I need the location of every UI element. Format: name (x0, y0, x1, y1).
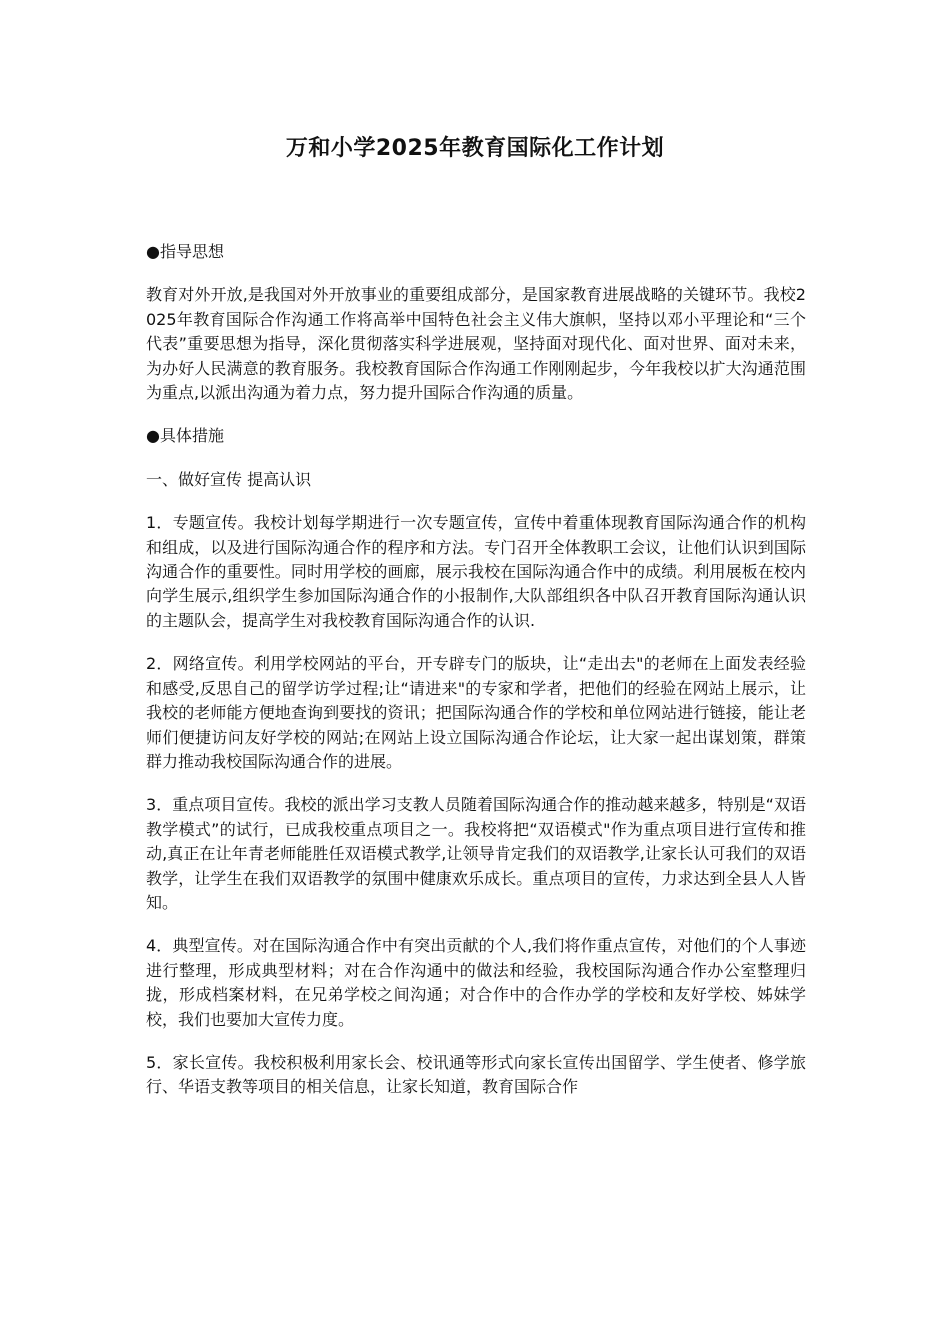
paragraph-item-3: 3．重点项目宣传。我校的派出学习支教人员随着国际沟通合作的推动越来越多，特别是“双语教学模式”的试行，已成我校重点项目之一。我校将把“双语模式"作为重点项目进行宣传和推动,真正在让年青老师能胜任双语模式教学,让领导肯定我们的双语教学,让家长认可我们的双语教学，让学生在我们双语教学的氛围中健康欢乐成长。重点项目的宣传，力求达到全县人人皆知。 (146, 795, 806, 912)
paragraph-item-1: 1．专题宣传。我校计划每学期进行一次专题宣传，宣传中着重体现教育国际沟通合作的机构和组成，以及进行国际沟通合作的程序和方法。专门召开全体教职工会议，让他们认识到国际沟通合作的重要性。同时用学校的画廊，展示我校在国际沟通合作中的成绩。利用展板在校内向学生展示,组织学生参加国际沟通合作的小报制作,大队部组织各中队召开教育国际沟通认识的主题队会，提高学生对我校教育国际沟通合作的认识. (146, 513, 806, 630)
section-heading-guiding-ideology: ●指导思想 (146, 242, 224, 261)
subsection-heading-publicity: 一、做好宣传 提高认识 (146, 469, 312, 489)
paragraph-guiding-ideology: 教育对外开放,是我国对外开放事业的重要组成部分，是国家教育进展战略的关键环节。我校2025年教育国际合作沟通工作将高举中国特色社会主义伟大旗帜，坚持以邓小平理论和“三个代表”重要思想为指导，深化贯彻落实科学进展观，坚持面对现代化、面对世界、面对未来，为办好人民满意的教育服务。我校教育国际合作沟通工作刚刚起步，今年我校以扩大沟通范围为重点,以派出沟通为着力点，努力提升国际合作沟通的质量。 (146, 285, 806, 403)
document-body (146, 240, 806, 1119)
paragraph-item-4: 4．典型宣传。对在国际沟通合作中有突出贡献的个人,我们将作重点宣传，对他们的个人事迹进行整理，形成典型材料；对在合作沟通中的做法和经验，我校国际沟通合作办公室整理归拢，形成档案材料，在兄弟学校之间沟通；对合作中的合作办学的学校和友好学校、姊妹学校，我们也要加大宣传力度。 (146, 936, 806, 1029)
paragraph-item-5: 5．家长宣传。我校积极利用家长会、校讯通等形式向家长宣传出国留学、学生使者、修学旅行、华语支教等项目的相关信息，让家长知道，教育国际合作 (146, 1052, 806, 1097)
document-title: 万和小学2025年教育国际化工作计划 (285, 136, 665, 161)
section-heading-specific-measures: ●具体措施 (146, 426, 224, 446)
paragraph-item-2: 2．网络宣传。利用学校网站的平台，开专辟专门的版块，让“走出去"的老师在上面发表经验和感受,反思自己的留学访学过程;让“请进来"的专家和学者，把他们的经验在网站上展示，让我校的老师能方便地查询到要找的资讯；把国际沟通合作的学校和单位网站进行链接，能让老师们便捷访问友好学校的网站;在网站上设立国际沟通合作论坛，让大家一起出谋划策，群策群力推动我校国际沟通合作的进展。 (146, 654, 806, 771)
